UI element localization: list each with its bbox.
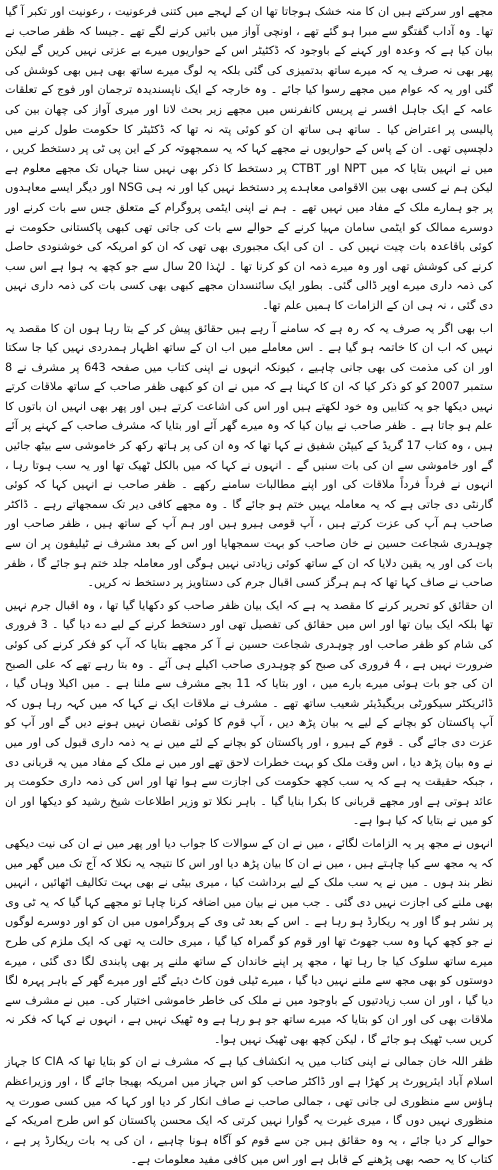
- article-paragraph-2: اب بھی اگر یہ صرف یہ کہ رہ ہے کہ سامنے آ رہے ہیں حقائق پیش کر کے بتا رہا ہوں ان کا مقصد یہ نہیں کہ اب ان کا خاتمہ ہو گیا ہے ۔ اس معاملے میں اب ان کے ساتھ اظہار ہمدردی نہیں کیا جا سکتا اور ان کی مذمت کی بھی جانی چاہیے ، کیونکہ انہوں نے اپنی کتاب میں صفحہ 643 پر مشرف نے 8 ستمبر 2007 کو کو ذکر کیا کہ ان کا کہنا ہے کہ میں نے ان کو کبھی ظفر صاحب کے ساتھ ملاقات کرتے نہیں دیکھا جو یہ کتابیں وہ خود لکھتے ہیں اور اس کی اشاعت کرتے ہیں اور پھر بھی انہیں ان باتوں کا علم ہو جاتا ہے ۔ ظفر صاحب نے بیان کیا کہ وہ میرے گھر آئے اور بتایا کہ مشرف صاحب کے کہنے پر آئے ہیں ، وہ کتاب 17 گریڈ کے کیپٹن شفیق نے کہا تھا کہ وہ ان کی پر ہاتھ رکھ کر خاموشی سے بیٹھ جائیں گے اور خاموشی سے ان کی بات سنیں گے ۔ انہوں نے کہا کہ میں بالکل ٹھیک تھا اور یہ سب ہوتا رہا ، انہوں نے فرداً فرداً ملاقات کی اور اپنے مطالبات سامنے رکھے ۔ ظفر صاحب نے انہیں کہا کہ کوئی گارنٹی دی جاتی ہے کہ یہ معاملہ یہیں ختم ہو جائے گا ۔ وہ مجھے کافی دیر تک سمجھاتے رہے ۔ ڈاکٹر صاحب ہم آپ کی عزت کرتے ہیں ، آپ قومی ہیرو ہیں اور ہم آپ کے ساتھ ہیں ، ظفر صاحب اور چوہدری شجاعت حسین نے خان صاحب کو بہت سمجھایا اور اس کے بعد مشرف نے ٹیلیفون پر ان سے بات کی اور یہ یقین دلایا کہ ان کے ساتھ کوئی زیادتی نہیں ہوگی اور معاملہ جلد ختم ہو جائے گا ، ظفر صاحب نے صاف کہا تھا کہ ہم ہرگز کسی اقبال جرم کی دستاویز پر دستخط نہ کریں۔: [5, 321, 494, 590]
- article-paragraph-5: ظفر اللہ خان جمالی نے اپنی کتاب میں یہ انکشاف کیا ہے کہ مشرف نے ان کو بتایا تھا کہ CIA کا جہاز اسلام آباد ایئرپورٹ پر کھڑا ہے اور ڈاکٹر صاحب کو اس جہاز میں امریکہ بھیجا جائے گا ، اور وزیراعظم ہاؤس سے منظوری لی جانی تھی ، جمالی صاحب نے صاف انکار کر دیا اور کہا کہ میں کسی صورت یہ منظوری نہیں دوں گا ، میری غیرت یہ گوارا نہیں کرتی کہ ایک محسن پاکستان کو اس طرح امریکہ کے حوالے کر دیا جائے ، یہ وہ حقائق ہیں جن سے قوم کو آگاہ ہونا چاہیے ، ان کی یہ بات ریکارڈ پر ہے ، کتاب کا یہ حصہ بھی پڑھنے کے قابل ہے اور اس میں کافی مفید معلومات ہے۔: [5, 1055, 493, 1167]
- article-paragraph-1: مجھے اور سرکتے ہیں ان کا منہ خشک ہوجاتا تھا ان کے لہجے میں کتنی فرعونیت ، رعونیت اور تکبر آ گیا تھا۔ وہ آداب گفتگو سے مبرا ہو گئے تھے ، اونچی آواز میں باتیں کرنے لگے تھے ۔جیسا کہ ظفر صاحب نے بیان کیا ہے کہ وعدہ اور کہنے کے باوجود کہ ڈکٹیٹر اس کے حواریوں میرے بے عزتی نہیں کریں گے لیکن پھر بھی نہ صرف یہ کہ میرے ساتھ بدتمیزی کی گئی بلکہ یہ لوگ میرے ساتھ بھی ہیں بھی کوشش کی گئی اور یہ کہ عوام میں مجھے رسوا کیا جائے ۔ وہ خارجہ کے ایک ناپسندیدہ ترجمان اور فوج کے تعلقات عامہ کے ایک جاہل افسر نے پریس کانفرنس میں مجھے زیر بحث لانا اور میری آواز کی چھان بین کی پالیسی پر اعتراض کیا ۔ ساتھ ہی ساتھ ان کو کوئی پتہ نہ تھا کہ ڈکٹیٹر کا حکومت طول کرنے میں دلچسپی تھی۔ ان کے پاس کے حواریوں نے مجھے کہا کہ یہ سمجھوتہ کر کے این پی ٹی پر دستخط کریں ، میں نے انہیں بتایا کہ میں NPT اور CTBT پر دستخط کا ذکر بھی نہیں سنا جہاں تک مجھے معلوم ہے لیکن ہم نے کسی بھی بین الاقوامی معاہدے پر دستخط نہیں کیا اور نہ ہی NSG اور دیگر ایسے معاہدوں پر جو ہمارے ملک کے مفاد میں نہیں تھے ۔ ہم نے اپنی ایٹمی پروگرام کے متعلق جس سے بات کرنے اور دوسرے ممالک کو ایٹمی سامان مہیا کرنے کے حوالے سے بات کی جاتی تھی کبھی پاکستانی حکومت نے کوئی باقاعدہ بات چیت نہیں کی ۔ ان کی ایک مجبوری بھی تھی کہ ان کو امریکہ کی خوشنودی حاصل کرنے کی کوشش تھی اور وہ میرے ذمہ ان کو کرنا تھا ۔ لہٰذا 20 سال سے جو کچھ یہ ہوا ہے اس سب کی ذمہ داری میرے اوپر ڈالی گئی۔ بطور ایک سائنسدان مجھے کبھی بھی کسی بات کی ذمہ داری نہیں دی گئی ، نہ ہی ان کے الزامات کا ہمیں علم تھا۔: [5, 5, 493, 312]
- article-paragraph-3: ان حقائق کو تحریر کرنے کا مقصد یہ ہے کہ ایک بیان ظفر صاحب کو دکھایا گیا تھا ، وہ اقبال جرم نہیں تھا بلکہ ایک بیان تھا اور اس میں حقائق کی تفصیل تھی اور دستخط کرنے کے لیے دے دیا گیا ۔ 3 فروری کی شام کو ظفر صاحب اور چوہدری شجاعت حسین نے آ کر مجھے بتایا کہ آپ کو فکر کرنے کی کوئی ضرورت نہیں ہے ، 4 فروری کی صبح کو چوہدری صاحب اکیلے ہی آئے ۔ وہ بتا رہے تھے کہ علی الصبح ان کی جو بات ہوئی میرے بارے میں ، اور بتایا کہ 11 بجے مشرف سے ملنا ہے ۔ میں اکیلا وہاں گیا ، ڈائریکٹر سیکورٹی بریگیڈیئر شعیب ساتھ تھے ۔ مشرف نے ملاقات ایک نے کہا کہ میں کہہ رہا ہوں کہ آپ پاکستان کو بچانے کے لیے یہ بیان پڑھ دیں ، آپ قوم کا کوئی نقصان نہیں ہونے دیں گے اور آپ کو عزت دی جائے گی ۔ قوم کے ہیرو ، اور پاکستان کو بچانے کے لئے میں نے یہ ذمہ داری قبول کی اور میں نے وہ بیان پڑھ دیا ، اس وقت ملک کو بہت خطرات لاحق تھے اور میں نے ملک کے مفاد میں یہ قربانی دی ، جبکہ حقیقت یہ ہے کہ یہ سب کچھ حکومت کی اجازت سے ہوا تھا اور اس کی ذمہ داری حکومت پر عائد ہوتی ہے اور مجھے قربانی کا بکرا بنایا گیا ۔ باہر نکلا تو وزیر اطلاعات شیخ رشید کو دیکھا اور ان کو میں نے بتایا کہ کیا ہوا ہے۔: [5, 598, 494, 828]
- article-paragraph-4: انہوں نے مجھ پر یہ الزامات لگائے ، میں نے ان کے سوالات کا جواب دیا اور پھر میں نے ان کی نیت دیکھی کہ یہ مجھ سے کیا چاہتے ہیں ، میں نے ان کا بیان پڑھ دیا اور اس کا نتیجہ یہ نکلا کہ آج تک میں گھر میں نظر بند ہوں ۔ میں نے یہ سب ملک کے لیے برداشت کیا ، میری بیٹی نے بھی بہت تکالیف اٹھائیں ، انہیں بھی ملنے کی اجازت نہیں دی گئی ۔ جب میں نے بیان میں اضافہ کرنا چاہا تو مجھے کہا گیا کہ یہ ٹی وی پر نشر ہو گا اور یہ ریکارڈ ہو رہا ہے ۔ اس کے بعد ٹی وی کے پروگراموں میں ان کو اور دوسرے لوگوں نے جو کچھ کہا وہ سب جھوٹ تھا اور قوم کو گمراہ کیا گیا ، میری حالت یہ تھی کہ ایک ملزم کی طرح میرے ساتھ سلوک کیا جا رہا تھا ، مجھ پر اپنے خاندان کے ساتھ ملنے پر بھی پابندی لگا دی گئی ، میرے دوستوں کو بھی مجھ سے ملنے نہیں دیا گیا ، میرے ٹیلی فون کاٹ دیئے گئے اور میرے گھر کے باہر پہرہ لگا دیا گیا ، اور ان سب زیادتیوں کے باوجود میں نے ملک کی خاطر خاموشی اختیار کی۔ میں نے مشرف سے ملاقات بھی کی اور ان کو بتایا کہ میرے ساتھ جو ہو رہا ہے وہ ٹھیک نہیں ہے ، انہوں نے کہا کہ فکر نہ کریں سب ٹھیک ہو جائے گا ، لیکن کچھ بھی ٹھیک نہیں ہوا۔: [5, 836, 493, 1046]
